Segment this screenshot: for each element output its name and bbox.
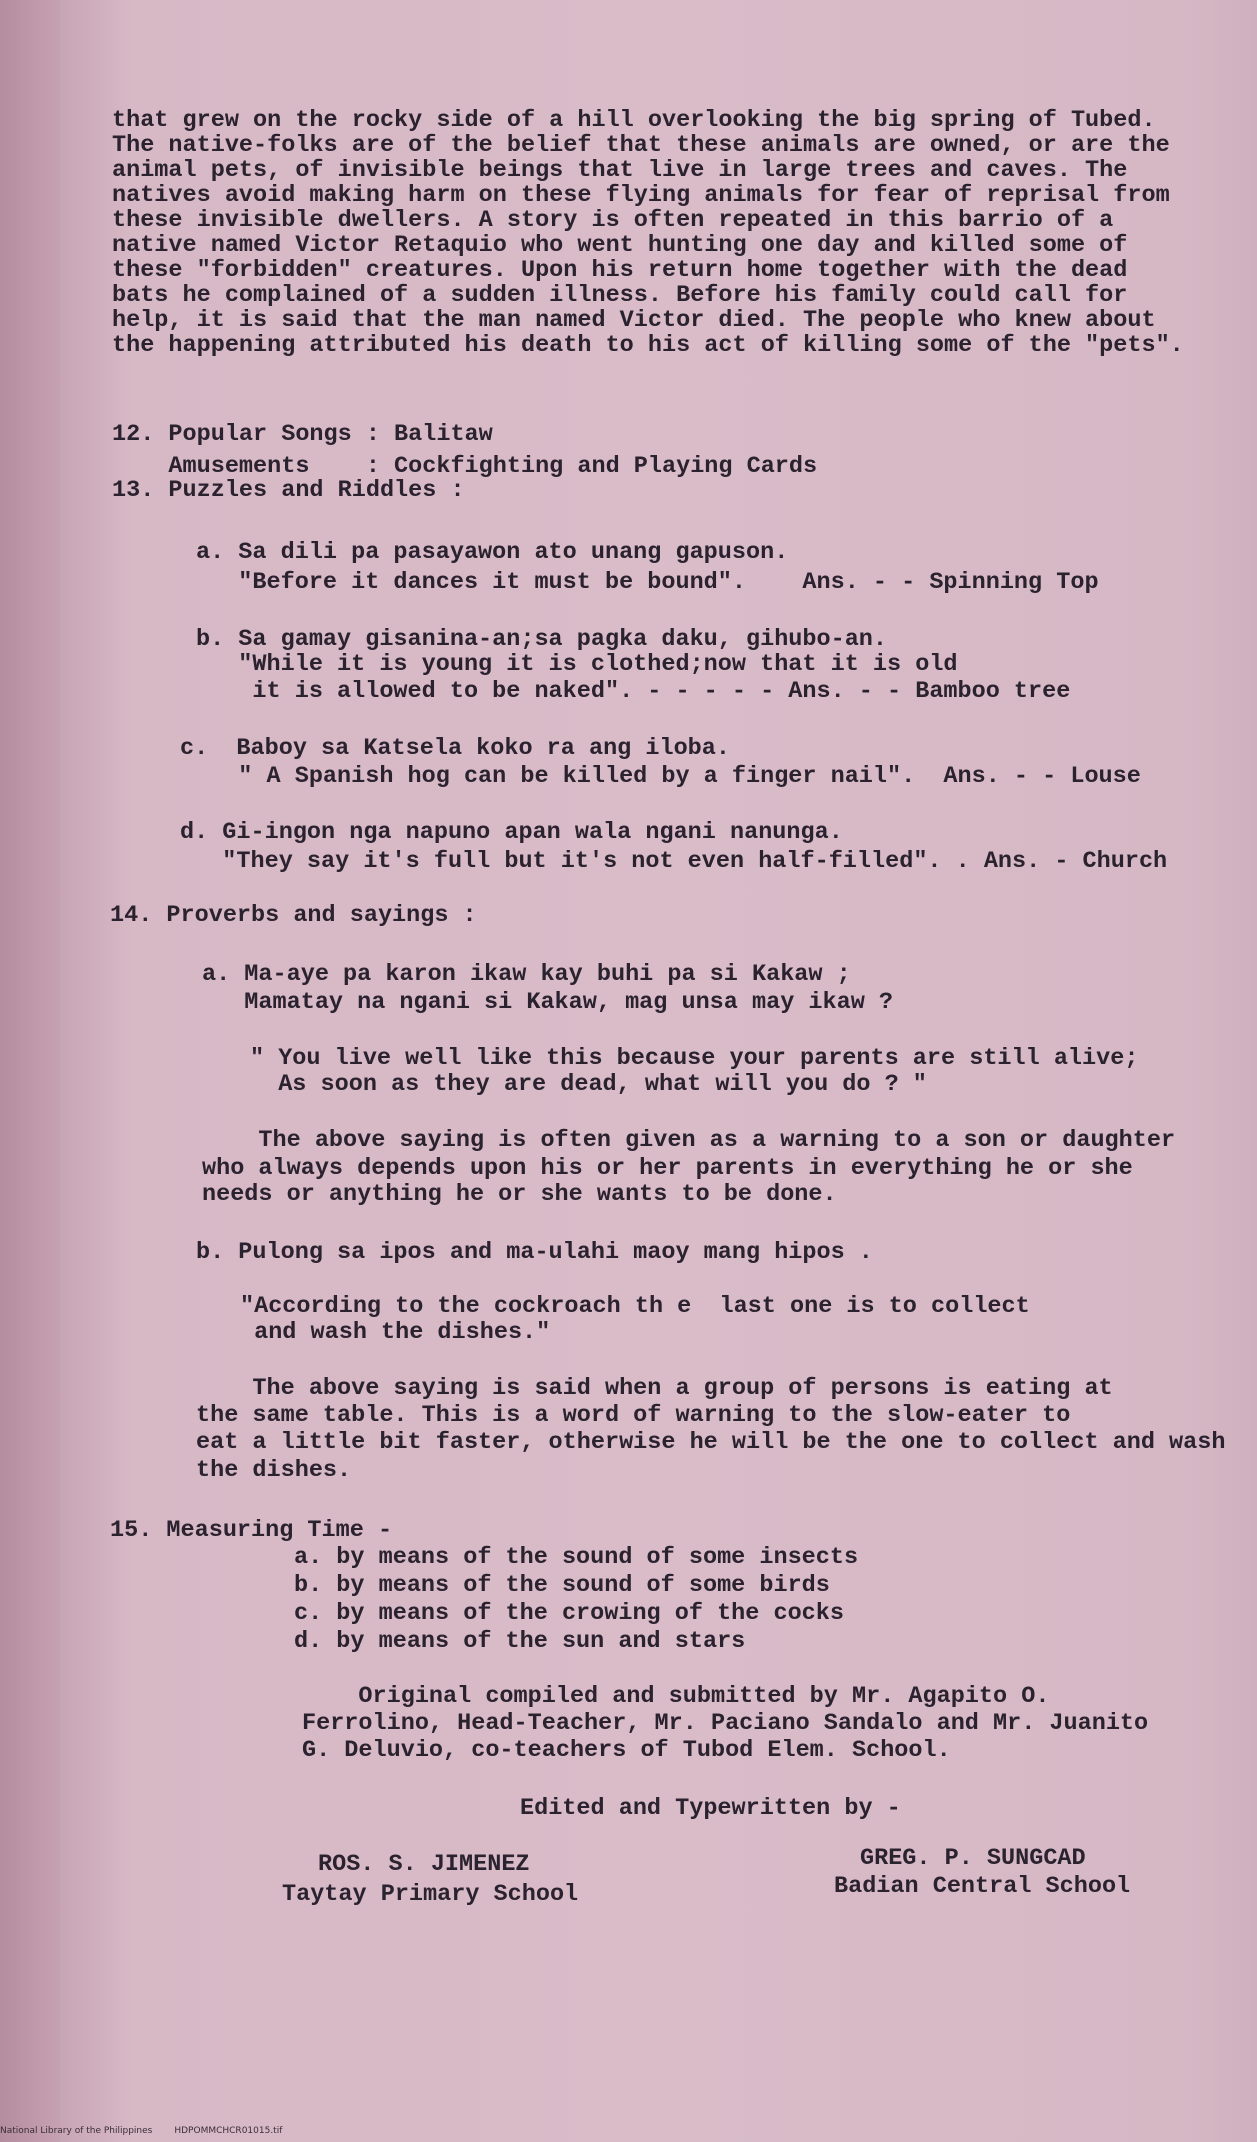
item14-heading: 14. Proverbs and sayings : [110, 902, 477, 929]
story-line-9: help, it is said that the man named Victor died. The people who knew about [112, 307, 1156, 334]
story-line-7: these "forbidden" creatures. Upon his return home together with the dead [112, 257, 1128, 284]
riddle-b-line-1: b. Sa gamay gisanina-an;sa pagka daku, gihubo-an. [196, 626, 888, 653]
measuring-time-d: d. by means of the sun and stars [294, 1628, 746, 1655]
riddle-c-line-2: " A Spanish hog can be killed by a finger nail". Ans. - - Louse [196, 763, 1141, 790]
proverb-b-explanation-1: The above saying is said when a group of persons is eating at [196, 1375, 1113, 1402]
proverb-b-translation-1: "According to the cockroach th e last one is to collect [240, 1293, 1030, 1320]
file-label: HDPOMMCHCR01015.tif [174, 2126, 283, 2136]
riddle-c-line-1: c. Baboy sa Katsela koko ra ang iloba. [180, 735, 730, 762]
riddle-a-line-2: "Before it dances it must be bound". Ans. - - Spinning Top [196, 569, 1099, 596]
proverb-b-translation-2: and wash the dishes." [240, 1319, 551, 1346]
scan-footer [0, 2126, 304, 2136]
editor-right-school: Badian Central School [834, 1873, 1131, 1900]
proverb-b-explanation-4: the dishes. [196, 1457, 352, 1484]
credits-line-3: G. Deluvio, co-teachers of Tubod Elem. School. [302, 1737, 951, 1764]
proverb-a-explanation-2: who always depends upon his or her parents in everything he or she [202, 1155, 1133, 1182]
proverb-b-line: b. Pulong sa ipos and ma-ulahi maoy mang hipos . [196, 1239, 873, 1266]
riddle-b-line-2: "While it is young it is clothed;now that it is old [196, 651, 958, 678]
proverb-b-explanation-2: the same table. This is a word of warning to the slow-eater to [196, 1402, 1071, 1429]
edited-by: Edited and Typewritten by - [520, 1795, 901, 1822]
proverb-a-translation-2: As soon as they are dead, what will you do ? " [250, 1071, 927, 1098]
measuring-time-c: c. by means of the crowing of the cocks [294, 1600, 844, 1627]
item15-heading: 15. Measuring Time - [110, 1517, 393, 1544]
riddle-a-line-1: a. Sa dili pa pasayawon ato unang gapuson. [196, 539, 789, 566]
credits-line-1: Original compiled and submitted by Mr. Agapito O. [302, 1683, 1050, 1710]
proverb-a-line-1: a. Ma-aye pa karon ikaw kay buhi pa si Kakaw ; [202, 961, 851, 988]
proverb-a-explanation-3: needs or anything he or she wants to be done. [202, 1181, 837, 1208]
credits-line-2: Ferrolino, Head-Teacher, Mr. Paciano Sandalo and Mr. Juanito [302, 1710, 1149, 1737]
item12-songs: 12. Popular Songs : Balitaw [112, 421, 493, 448]
story-line-5: these invisible dwellers. A story is often repeated in this barrio of a [112, 207, 1114, 234]
measuring-time-a: a. by means of the sound of some insects [294, 1544, 859, 1571]
editor-left-school: Taytay Primary School [282, 1881, 579, 1908]
story-line-8: bats he complained of a sudden illness. Before his family could call for [112, 282, 1128, 309]
proverb-a-explanation-1: The above saying is often given as a warning to a son or daughter [202, 1127, 1176, 1154]
story-line-10: the happening attributed his death to his act of killing some of the "pets". [112, 332, 1184, 359]
item12-amusements: Amusements : Cockfighting and Playing Cards [112, 453, 818, 480]
editor-left-name: ROS. S. JIMENEZ [318, 1851, 530, 1878]
story-line-4: natives avoid making harm on these flying animals for fear of reprisal from [112, 182, 1170, 209]
editor-right-name: GREG. P. SUNGCAD [860, 1845, 1086, 1872]
measuring-time-b: b. by means of the sound of some birds [294, 1572, 830, 1599]
proverb-a-translation-1: " You live well like this because your parents are still alive; [250, 1045, 1139, 1072]
library-label: National Library of the Philippines [0, 2126, 153, 2136]
story-line-1: that grew on the rocky side of a hill overlooking the big spring of Tubed. [112, 107, 1156, 134]
proverb-b-explanation-3: eat a little bit faster, otherwise he will be the one to collect and wash [196, 1429, 1226, 1456]
item13-heading: 13. Puzzles and Riddles : [112, 477, 465, 504]
riddle-b-line-3: it is allowed to be naked". - - - - - Ans. - - Bamboo tree [196, 678, 1071, 705]
riddle-d-line-1: d. Gi-ingon nga napuno apan wala ngani nanunga. [180, 819, 843, 846]
proverb-a-line-2: Mamatay na ngani si Kakaw, mag unsa may ikaw ? [202, 989, 894, 1016]
story-line-2: The native-folks are of the belief that these animals are owned, or are the [112, 132, 1170, 159]
story-line-6: native named Victor Retaquio who went hunting one day and killed some of [112, 232, 1128, 259]
riddle-d-line-2: "They say it's full but it's not even half-filled". . Ans. - Church [180, 848, 1168, 875]
story-line-3: animal pets, of invisible beings that live in large trees and caves. The [112, 157, 1128, 184]
